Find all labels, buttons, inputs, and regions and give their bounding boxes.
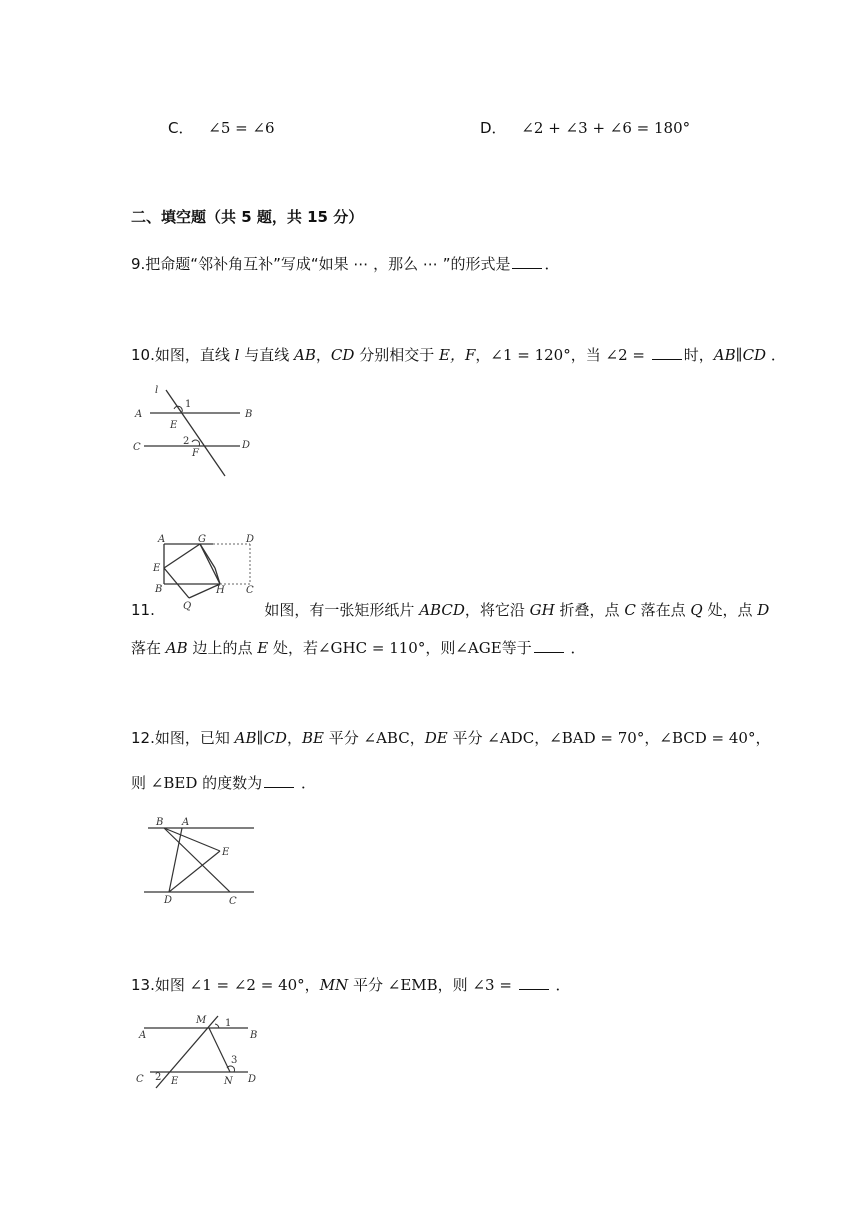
label-c: C	[246, 585, 254, 596]
q12-math-adc: ∠ADC	[487, 729, 535, 747]
label-d: D	[246, 534, 255, 545]
q10-text: ，当	[570, 346, 601, 364]
answer-blank	[264, 773, 294, 788]
label-b: B	[250, 1030, 258, 1041]
label-e: E	[171, 1076, 179, 1087]
q12-math-par: AB∥CD	[234, 729, 287, 747]
q11-math-q: Q	[690, 601, 703, 619]
q11-math-c: C	[624, 601, 636, 619]
q12-text: 则	[131, 774, 147, 792]
q11-math-e: E	[257, 639, 269, 657]
option-d-math: ∠2 + ∠3 + ∠6 = 180°	[521, 119, 691, 137]
answer-blank	[652, 345, 682, 360]
label-2: 2	[155, 1072, 162, 1083]
q11-text: 处，点	[707, 601, 753, 619]
q13-text: 13.如图	[131, 976, 185, 994]
question-10	[131, 345, 786, 365]
q10-math-parallel: AB∥CD	[713, 346, 767, 364]
q13-text: ，	[304, 976, 320, 994]
question-9	[131, 254, 560, 274]
q11-text: ，将它沿	[464, 601, 525, 619]
q10-math-ef: E，F	[439, 346, 476, 364]
option-c	[168, 118, 275, 138]
label-2: 2	[183, 436, 190, 447]
q13-math-emb: ∠EMB	[387, 976, 438, 994]
q10-text: ，	[475, 346, 491, 364]
q11-text: 处，若	[272, 639, 318, 657]
q11-math-abcd: ABCD	[419, 601, 465, 619]
answer-blank	[534, 638, 564, 653]
label-d: D	[242, 440, 251, 451]
q13-math-angle3: ∠3 =	[472, 976, 512, 994]
option-c-math: ∠5 = ∠6	[208, 119, 275, 137]
q12-math-be: BE	[301, 729, 324, 747]
q10-text: 时，	[683, 346, 714, 364]
q11-math-ab: AB	[165, 639, 188, 657]
label-d: D	[248, 1074, 257, 1085]
label-a: A	[182, 817, 190, 828]
question-12-line1	[131, 728, 770, 748]
q11-num: 11.	[131, 601, 155, 619]
q11-math-d: D	[757, 601, 770, 619]
q12-end: ．	[300, 774, 316, 792]
label-e: E	[170, 420, 178, 431]
q13-end: ．	[555, 976, 571, 994]
q12-math-bed: ∠BED	[150, 774, 198, 792]
label-b: B	[155, 584, 163, 595]
label-c: C	[229, 896, 237, 907]
label-a: A	[139, 1030, 147, 1041]
q13-text: 平分	[352, 976, 383, 994]
q10-figure	[130, 382, 260, 482]
label-b: B	[156, 817, 164, 828]
option-c-label: C．	[168, 119, 194, 137]
q10-math-angle2: ∠2 =	[605, 346, 645, 364]
q12-math-bad: ∠BAD = 70°	[549, 729, 645, 747]
q12-text: 平分	[328, 729, 359, 747]
q10-math-l: l	[234, 346, 240, 364]
q11-text: 落在点	[640, 601, 686, 619]
label-1: 1	[185, 399, 192, 410]
label-g: G	[198, 534, 206, 545]
q13-figure	[130, 1012, 270, 1092]
label-m: M	[196, 1015, 207, 1026]
answer-blank	[512, 254, 542, 269]
label-h: H	[216, 585, 225, 596]
label-c: C	[133, 442, 141, 453]
q13-text: ，则	[437, 976, 468, 994]
question-12-line2	[131, 773, 316, 793]
label-c: C	[136, 1074, 144, 1085]
q13-math-mn: MN	[319, 976, 349, 994]
q13-math-angles: ∠1 = ∠2 = 40°	[189, 976, 305, 994]
q12-text: 12.如图，已知	[131, 729, 230, 747]
q10-text: 10.如图，直线	[131, 346, 230, 364]
q11-text: 边上的点	[192, 639, 253, 657]
q11-math-ghc: ∠GHC = 110°	[317, 639, 426, 657]
option-d-label: D．	[480, 119, 507, 137]
q11-text: 如图，有一张矩形纸片	[264, 601, 415, 619]
option-d	[480, 118, 690, 138]
q10-math-ab: AB	[294, 346, 316, 364]
label-a: A	[158, 534, 166, 545]
label-f: F	[192, 448, 199, 459]
section-heading: 二、填空题（共 5 题，共 15 分）	[131, 208, 364, 226]
q11-end: ．	[570, 639, 586, 657]
label-l: l	[155, 385, 159, 396]
q12-text: 平分	[452, 729, 483, 747]
q12-text: ，	[755, 729, 771, 747]
q12-math-abc: ∠ABC	[363, 729, 410, 747]
q11-text: 等于	[501, 639, 532, 657]
label-e: E	[153, 563, 161, 574]
label-b: B	[245, 409, 253, 420]
q10-text: 分别相交于	[359, 346, 435, 364]
q11-math-age: ∠AGE	[455, 639, 502, 657]
q12-text: ，	[644, 729, 660, 747]
q9-end: ．	[544, 255, 560, 273]
label-e: E	[222, 847, 230, 858]
label-d: D	[164, 895, 173, 906]
question-11-line1	[131, 600, 769, 620]
label-n: N	[224, 1076, 233, 1087]
q10-text: 与直线	[244, 346, 290, 364]
q12-math-bcd: ∠BCD = 40°	[659, 729, 756, 747]
q11-text: 折叠，点	[559, 601, 620, 619]
answer-blank	[519, 975, 549, 990]
q12-figure	[140, 812, 270, 912]
q9-text: 9.把命题“邻补角互补”写成“如果 ⋯ ，那么 ⋯ ”的形式是	[131, 255, 511, 273]
q12-text: ，	[286, 729, 302, 747]
q10-text: ，	[315, 346, 331, 364]
q12-text: ，	[409, 729, 425, 747]
label-1: 1	[225, 1018, 232, 1029]
q10-end: ．	[770, 346, 786, 364]
q11-text: ，则	[425, 639, 456, 657]
label-a: A	[135, 409, 143, 420]
q10-math-angle1: ∠1 = 120°	[490, 346, 571, 364]
q11-math-gh: GH	[529, 601, 555, 619]
q12-text: 的度数为	[202, 774, 263, 792]
q11-text: 落在	[131, 639, 162, 657]
q10-math-cd: CD	[330, 346, 355, 364]
label-q: Q	[183, 601, 192, 612]
question-13	[131, 975, 570, 995]
question-11-line2	[131, 638, 586, 658]
q12-math-de: DE	[424, 729, 448, 747]
q12-text: ，	[534, 729, 550, 747]
label-3: 3	[231, 1055, 238, 1066]
